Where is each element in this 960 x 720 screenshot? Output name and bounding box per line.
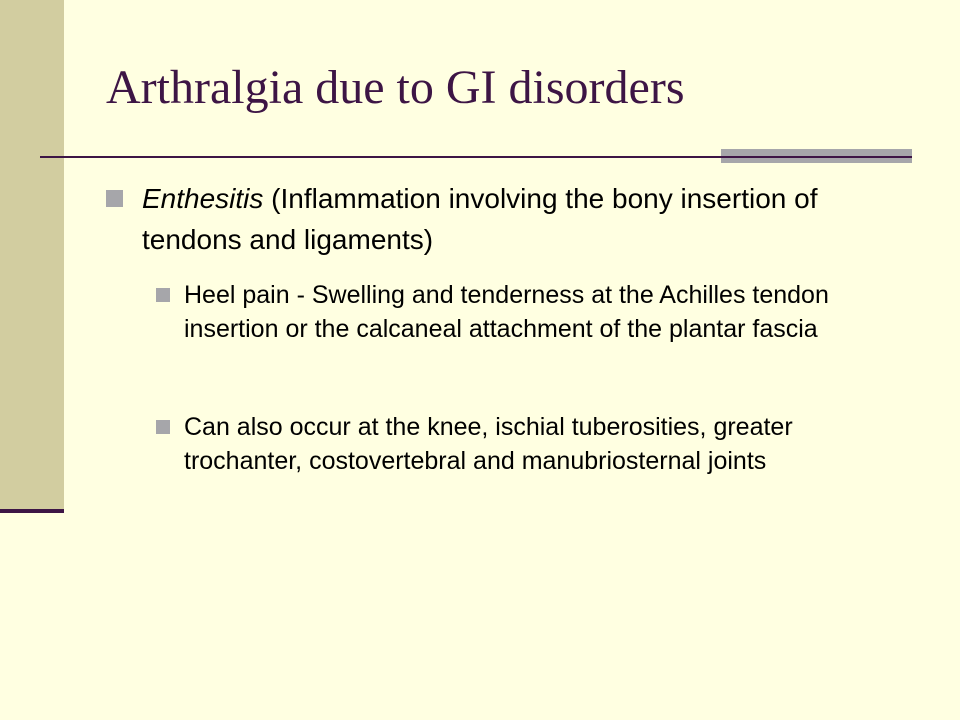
sub-bullet-item <box>156 278 916 346</box>
bullet-body: (Inflammation involving the bony insertion of tendons and ligaments) <box>142 183 818 255</box>
bullet-emphasis: Enthesitis <box>142 183 264 214</box>
sub-bullet-text: Can also occur at the knee, ischial tuberosities, greater trochanter, costovertebral and manubriosternal joints <box>184 413 793 475</box>
square-bullet-icon <box>156 420 170 434</box>
square-bullet-icon <box>106 190 123 207</box>
bullet-item <box>106 178 906 260</box>
square-bullet-icon <box>156 288 170 302</box>
sub-bullet-text: Heel pain - Swelling and tenderness at the Achilles tendon insertion or the calcaneal attachment of the plantar fascia <box>184 281 829 343</box>
bullet-text <box>142 178 906 260</box>
sub-bullet-item <box>156 410 916 478</box>
slide-title: Arthralgia due to GI disorders <box>106 61 685 114</box>
